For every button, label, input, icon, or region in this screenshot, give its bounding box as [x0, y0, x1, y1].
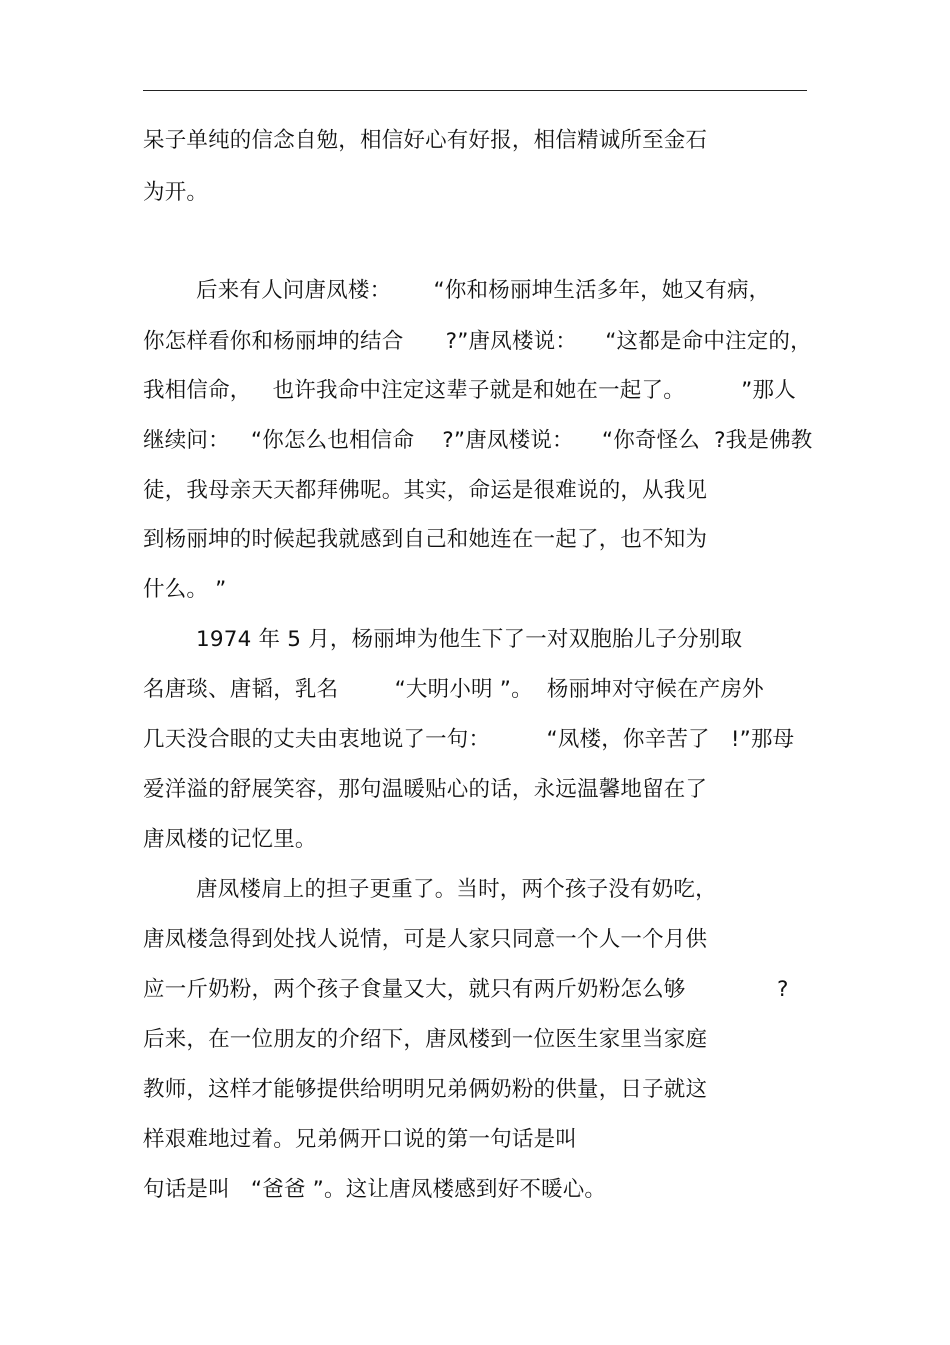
text-line: 继续问： “你怎么也相信命 ?”唐凤楼说： “你奇怪么 ?我是佛教 — [143, 428, 813, 453]
text-line: 后来，在一位朋友的介绍下，唐凤楼到一位医生家里当家庭 — [143, 1027, 708, 1052]
text-line: 唐凤楼的记忆里。 — [143, 827, 317, 852]
text-line: 我相信命， 也许我命中注定这辈子就是和她在一起了。 ”那人 — [143, 378, 796, 403]
text-line: 名唐琰、唐韬，乳名 “大明小明 ”。 杨丽坤对守候在产房外 — [143, 677, 764, 702]
text-line: 后来有人问唐凤楼： “你和杨丽坤生活多年，她又有病， — [196, 278, 771, 303]
text-line: 你怎样看你和杨丽坤的结合 ?”唐凤楼说： “这都是命中注定的， — [143, 329, 812, 354]
text-line: 呆子单纯的信念自勉，相信好心有好报，相信精诚所至金石 — [143, 128, 708, 153]
text-line: 唐凤楼肩上的担子更重了。当时，两个孩子没有奶吃， — [196, 877, 717, 902]
header-rule — [143, 90, 807, 91]
text-line: 几天没合眼的丈夫由衷地说了一句： “凤楼，你辛苦了 !”那母 — [143, 727, 795, 752]
text-line: 教师，这样才能够提供给明明兄弟俩奶粉的供量，日子就这 — [143, 1077, 708, 1102]
text-line: 样艰难地过着。兄弟俩开口说的第一句话是叫 — [143, 1127, 578, 1152]
text-line: 句话是叫 “爸爸 ”。这让唐凤楼感到好不暖心。 — [143, 1177, 607, 1202]
text-line: 为开。 — [143, 180, 209, 205]
text-line: 什么。 ” — [143, 577, 227, 602]
text-line: 到杨丽坤的时候起我就感到自己和她连在一起了，也不知为 — [143, 527, 708, 552]
text-line: 爱洋溢的舒展笑容，那句温暖贴心的话，永远温馨地留在了 — [143, 777, 708, 802]
text-line: 1974 年 5 月，杨丽坤为他生下了一对双胞胎儿子分别取 — [196, 627, 743, 652]
text-line: 应一斤奶粉，两个孩子食量又大，就只有两斤奶粉怎么够 ? — [143, 977, 789, 1002]
text-line: 徒，我母亲天天都拜佛呢。其实，命运是很难说的，从我见 — [143, 478, 708, 503]
text-line: 唐凤楼急得到处找人说情，可是人家只同意一个人一个月供 — [143, 927, 708, 952]
